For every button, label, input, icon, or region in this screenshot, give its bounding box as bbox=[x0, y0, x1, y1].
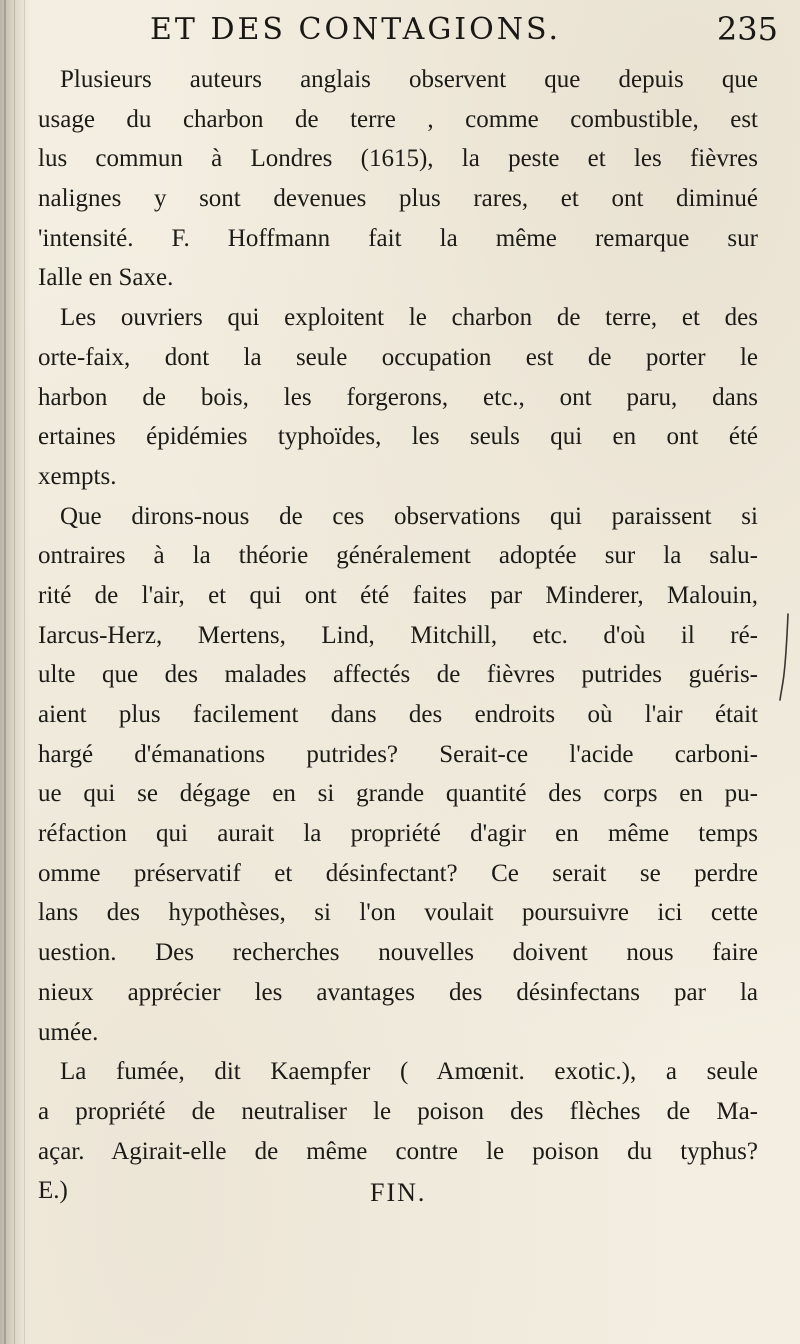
text-line: umée. bbox=[38, 1018, 99, 1046]
end-mark: FIN. bbox=[370, 1178, 427, 1207]
text-line: lus commun à Londres (1615), la peste et les fièvres bbox=[38, 145, 758, 173]
text-line: ertaines épidémies typhoïdes, les seuls qui en ont été bbox=[38, 423, 758, 451]
text-line: usage du charbon de terre , comme combustible, est bbox=[38, 105, 758, 133]
paragraph bbox=[38, 60, 758, 298]
text-line: a propriété de neutraliser le poison des flèches de Ma- bbox=[38, 1097, 758, 1125]
pencil-margin-mark bbox=[778, 612, 792, 702]
text-line: Les ouvriers qui exploitent le charbon de terre, et des bbox=[60, 304, 758, 332]
text-line: Que dirons-nous de ces observations qui paraissent si bbox=[60, 502, 758, 530]
text-line: Iarcus-Herz, Mertens, Lind, Mitchill, etc. d'où il ré- bbox=[38, 621, 758, 649]
text-line: 'intensité. F. Hoffmann fait la même remarque sur bbox=[38, 224, 758, 252]
text-line: açar. Agirait-elle de même contre le poison du typhus? bbox=[38, 1137, 758, 1165]
text-line: La fumée, dit Kaempfer ( Amœnit. exotic.), a seule bbox=[60, 1058, 758, 1086]
text-line: aient plus facilement dans des endroits où l'air était bbox=[38, 701, 758, 728]
text-line: nieux apprécier les avantages des désinfectans par la bbox=[38, 978, 758, 1006]
paragraph bbox=[38, 298, 758, 496]
text-line: Ialle en Saxe. bbox=[38, 264, 174, 292]
binding-gutter bbox=[0, 0, 30, 1344]
text-line: uestion. Des recherches nouvelles doivent nous faire bbox=[38, 939, 758, 967]
text-line: ulte que des malades affectés de fièvres putrides guéris- bbox=[38, 661, 758, 689]
text-line: lans des hypothèses, si l'on voulait poursuivre ici cette bbox=[38, 899, 758, 927]
text-line: omme préservatif et désinfectant? Ce serait se perdre bbox=[38, 859, 758, 887]
text-line: xempts. bbox=[38, 462, 117, 490]
text-line: orte-faix, dont la seule occupation est de porter le bbox=[38, 343, 758, 371]
text-line: ue qui se dégage en si grande quantité des corps en pu- bbox=[38, 780, 758, 808]
text-line: harbon de bois, les forgerons, etc., ont paru, dans bbox=[38, 383, 758, 411]
text-line: E.) bbox=[38, 1177, 68, 1205]
body-text bbox=[38, 60, 758, 1211]
text-line: réfaction qui aurait la propriété d'agir en même temps bbox=[38, 820, 758, 848]
page-number: 235 bbox=[716, 10, 778, 48]
gutter-edge-line bbox=[24, 0, 25, 1344]
paragraph bbox=[38, 497, 758, 1053]
text-line: hargé d'émanations putrides? Serait-ce l'acide carboni- bbox=[38, 740, 758, 768]
gutter-edge-line bbox=[14, 0, 15, 1344]
text-line: Plusieurs auteurs anglais observent que depuis que bbox=[60, 66, 758, 93]
text-line: ontraires à la théorie généralement adoptée sur la salu- bbox=[38, 542, 758, 570]
text-line: rité de l'air, et qui ont été faites par Minderer, Malouin, bbox=[38, 581, 758, 609]
gutter-edge-line bbox=[4, 0, 6, 1344]
running-head bbox=[150, 6, 790, 56]
running-head-title: ET DES CONTAGIONS. bbox=[150, 12, 561, 47]
text-line: nalignes y sont devenues plus rares, et ont diminué bbox=[38, 185, 758, 213]
